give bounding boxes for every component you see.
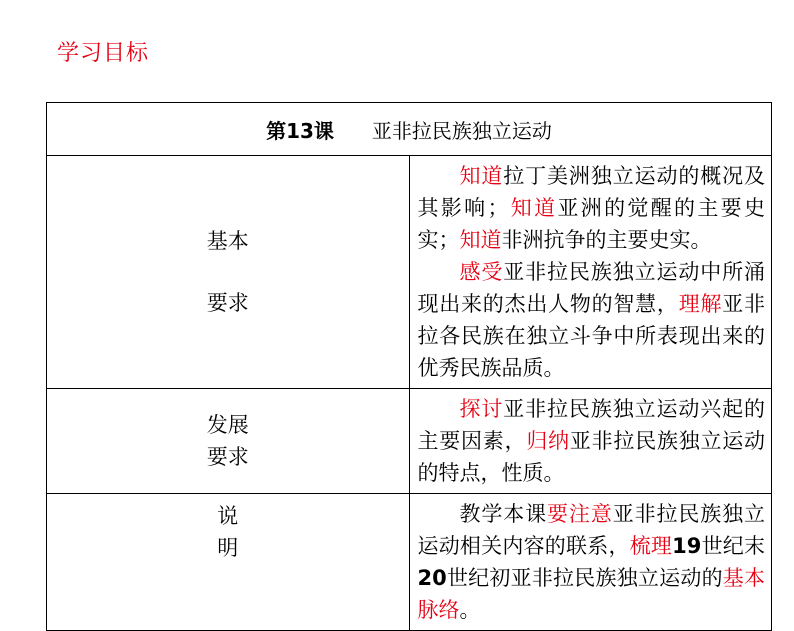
notes-content — [409, 494, 772, 631]
lesson-title-cell — [47, 103, 772, 156]
development-requirements-label — [47, 389, 410, 494]
text-run: 非洲抗争的主要史实。 — [501, 228, 712, 252]
text-run: 拉丁美洲独立运动的概况及其影响； — [417, 164, 766, 220]
text-run: 亚非拉民族独立运动的特点，性质。 — [417, 429, 766, 485]
label-line: 明 — [217, 536, 239, 560]
basic-requirements-label — [47, 156, 410, 389]
section-heading: 学习目标 — [57, 41, 150, 66]
rich-paragraph — [418, 498, 766, 626]
highlight-term: 知道 — [508, 196, 558, 220]
label-line: 说 — [217, 504, 239, 528]
text-run: 世纪初亚非拉民族独立运动的 — [446, 566, 723, 590]
highlight-term: 梳理 — [629, 534, 673, 558]
rich-paragraph — [418, 256, 766, 384]
learning-goals-table — [46, 102, 772, 631]
highlight-term: 归纳 — [526, 429, 570, 453]
label-line: 要求 — [206, 291, 249, 315]
label-line: 基本 — [206, 229, 249, 253]
text-run: 亚非拉民族独立运动相关内容的联系， — [417, 502, 766, 558]
basic-requirements-content — [409, 156, 772, 389]
text-run: 亚非拉民族独立运动中所涌现出来的杰出人物的智慧， — [417, 260, 766, 316]
notes-row — [47, 494, 772, 631]
highlight-term: 基本脉络 — [417, 566, 765, 622]
text-run: 教学本课 — [459, 502, 548, 526]
highlight-term: 探讨 — [459, 397, 504, 421]
lesson-title: 亚非拉民族独立运动 — [371, 118, 552, 143]
notes-label — [47, 494, 410, 631]
basic-requirements-row — [47, 156, 772, 389]
development-requirements-row — [47, 389, 772, 494]
text-run: 。 — [459, 598, 481, 622]
rich-paragraph — [418, 393, 766, 489]
highlight-term: 知道 — [459, 228, 502, 252]
text-run: 亚洲的觉醒的主要史实； — [417, 196, 766, 252]
development-requirements-content — [409, 389, 772, 494]
text-run: 20 — [417, 566, 447, 590]
highlight-term: 要注意 — [547, 502, 613, 526]
text-run: 亚非拉各民族在独立斗争中所表现出来的优秀民族品质。 — [417, 292, 766, 380]
label-line: 要求 — [206, 445, 249, 469]
text-run: 19 — [672, 534, 702, 558]
highlight-term: 感受 — [459, 260, 504, 284]
text-run: 世纪末 — [701, 534, 766, 558]
text-run: 亚非拉民族独立运动兴起的主要因素， — [417, 397, 766, 453]
lesson-number: 第13课 — [266, 118, 334, 143]
highlight-term: 知道 — [459, 164, 504, 188]
label-spacer — [48, 257, 408, 287]
rich-paragraph — [418, 160, 766, 256]
label-line: 发展 — [206, 413, 249, 437]
highlight-term: 理解 — [678, 292, 723, 316]
